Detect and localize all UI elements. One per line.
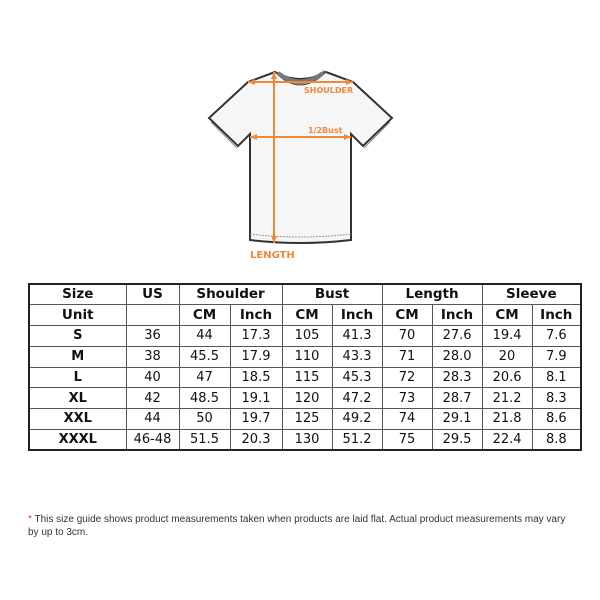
bust-inch-cell: 47.2 — [332, 388, 382, 409]
table-row — [29, 388, 581, 409]
length-inch-cell: 28.3 — [432, 367, 482, 388]
length-inch-cell: 29.5 — [432, 429, 482, 450]
length-inch-cell: 29.1 — [432, 409, 482, 430]
header-unit: Unit — [29, 305, 126, 326]
table-row — [29, 346, 581, 367]
sleeve-inch-cell: 8.6 — [532, 409, 581, 430]
unit-bust-cm: CM — [282, 305, 332, 326]
header-bust: Bust — [282, 284, 382, 305]
sleeve-inch-cell: 8.3 — [532, 388, 581, 409]
length-cm-cell: 74 — [382, 409, 432, 430]
shoulder-inch-cell: 19.7 — [230, 409, 282, 430]
size-cell: M — [29, 346, 126, 367]
table-row — [29, 409, 581, 430]
header-sleeve: Sleeve — [482, 284, 581, 305]
us-cell: 46-48 — [126, 429, 179, 450]
header-length: Length — [382, 284, 482, 305]
table-row — [29, 367, 581, 388]
us-cell: 38 — [126, 346, 179, 367]
sleeve-inch-cell: 7.9 — [532, 346, 581, 367]
sleeve-cm-cell: 22.4 — [482, 429, 532, 450]
header-shoulder: Shoulder — [179, 284, 282, 305]
unit-length-cm: CM — [382, 305, 432, 326]
footnote-text: This size guide shows product measurements taken when products are laid flat. Actual product measurements may vary by up to 3cm. — [28, 514, 566, 538]
shoulder-cm-cell: 50 — [179, 409, 230, 430]
size-cell: XXL — [29, 409, 126, 430]
bust-label: 1/2Bust — [308, 126, 343, 135]
header-size: Size — [29, 284, 126, 305]
length-inch-cell: 28.7 — [432, 388, 482, 409]
bust-inch-cell: 43.3 — [332, 346, 382, 367]
bust-inch-cell: 51.2 — [332, 429, 382, 450]
size-cell: S — [29, 326, 126, 347]
unit-shoulder-cm: CM — [179, 305, 230, 326]
size-chart-table — [28, 283, 582, 451]
footnote-asterisk: * — [28, 514, 32, 525]
sleeve-inch-cell: 7.6 — [532, 326, 581, 347]
bust-cm-cell: 110 — [282, 346, 332, 367]
length-cm-cell: 70 — [382, 326, 432, 347]
shoulder-inch-cell: 17.3 — [230, 326, 282, 347]
size-cell: XXXL — [29, 429, 126, 450]
header-row-measurements — [29, 284, 581, 305]
bust-inch-cell: 45.3 — [332, 367, 382, 388]
shoulder-cm-cell: 48.5 — [179, 388, 230, 409]
us-cell: 44 — [126, 409, 179, 430]
bust-cm-cell: 115 — [282, 367, 332, 388]
length-cm-cell: 72 — [382, 367, 432, 388]
shoulder-label: SHOULDER — [304, 86, 354, 95]
bust-cm-cell: 105 — [282, 326, 332, 347]
table-row — [29, 326, 581, 347]
length-inch-cell: 28.0 — [432, 346, 482, 367]
tshirt-icon — [180, 60, 420, 260]
shoulder-cm-cell: 45.5 — [179, 346, 230, 367]
unit-sleeve-inch: Inch — [532, 305, 581, 326]
sleeve-cm-cell: 19.4 — [482, 326, 532, 347]
us-cell: 42 — [126, 388, 179, 409]
header-row-units — [29, 305, 581, 326]
shoulder-cm-cell: 47 — [179, 367, 230, 388]
shoulder-inch-cell: 18.5 — [230, 367, 282, 388]
us-cell: 40 — [126, 367, 179, 388]
shoulder-inch-cell: 20.3 — [230, 429, 282, 450]
tshirt-diagram — [180, 60, 420, 260]
unit-sleeve-cm: CM — [482, 305, 532, 326]
header-us-unit — [126, 305, 179, 326]
size-guide-footnote — [28, 514, 578, 539]
bust-inch-cell: 49.2 — [332, 409, 382, 430]
sleeve-inch-cell: 8.8 — [532, 429, 581, 450]
shoulder-inch-cell: 19.1 — [230, 388, 282, 409]
sleeve-cm-cell: 21.2 — [482, 388, 532, 409]
header-us: US — [126, 284, 179, 305]
unit-shoulder-inch: Inch — [230, 305, 282, 326]
us-cell: 36 — [126, 326, 179, 347]
unit-bust-inch: Inch — [332, 305, 382, 326]
shoulder-inch-cell: 17.9 — [230, 346, 282, 367]
bust-cm-cell: 120 — [282, 388, 332, 409]
shoulder-cm-cell: 51.5 — [179, 429, 230, 450]
length-cm-cell: 71 — [382, 346, 432, 367]
bust-cm-cell: 125 — [282, 409, 332, 430]
length-label: LENGTH — [250, 250, 295, 260]
unit-length-inch: Inch — [432, 305, 482, 326]
sleeve-inch-cell: 8.1 — [532, 367, 581, 388]
size-cell: L — [29, 367, 126, 388]
sleeve-cm-cell: 20 — [482, 346, 532, 367]
sleeve-cm-cell: 20.6 — [482, 367, 532, 388]
table-row — [29, 429, 581, 450]
shoulder-cm-cell: 44 — [179, 326, 230, 347]
bust-cm-cell: 130 — [282, 429, 332, 450]
length-cm-cell: 75 — [382, 429, 432, 450]
sleeve-cm-cell: 21.8 — [482, 409, 532, 430]
length-inch-cell: 27.6 — [432, 326, 482, 347]
bust-inch-cell: 41.3 — [332, 326, 382, 347]
length-cm-cell: 73 — [382, 388, 432, 409]
size-cell: XL — [29, 388, 126, 409]
